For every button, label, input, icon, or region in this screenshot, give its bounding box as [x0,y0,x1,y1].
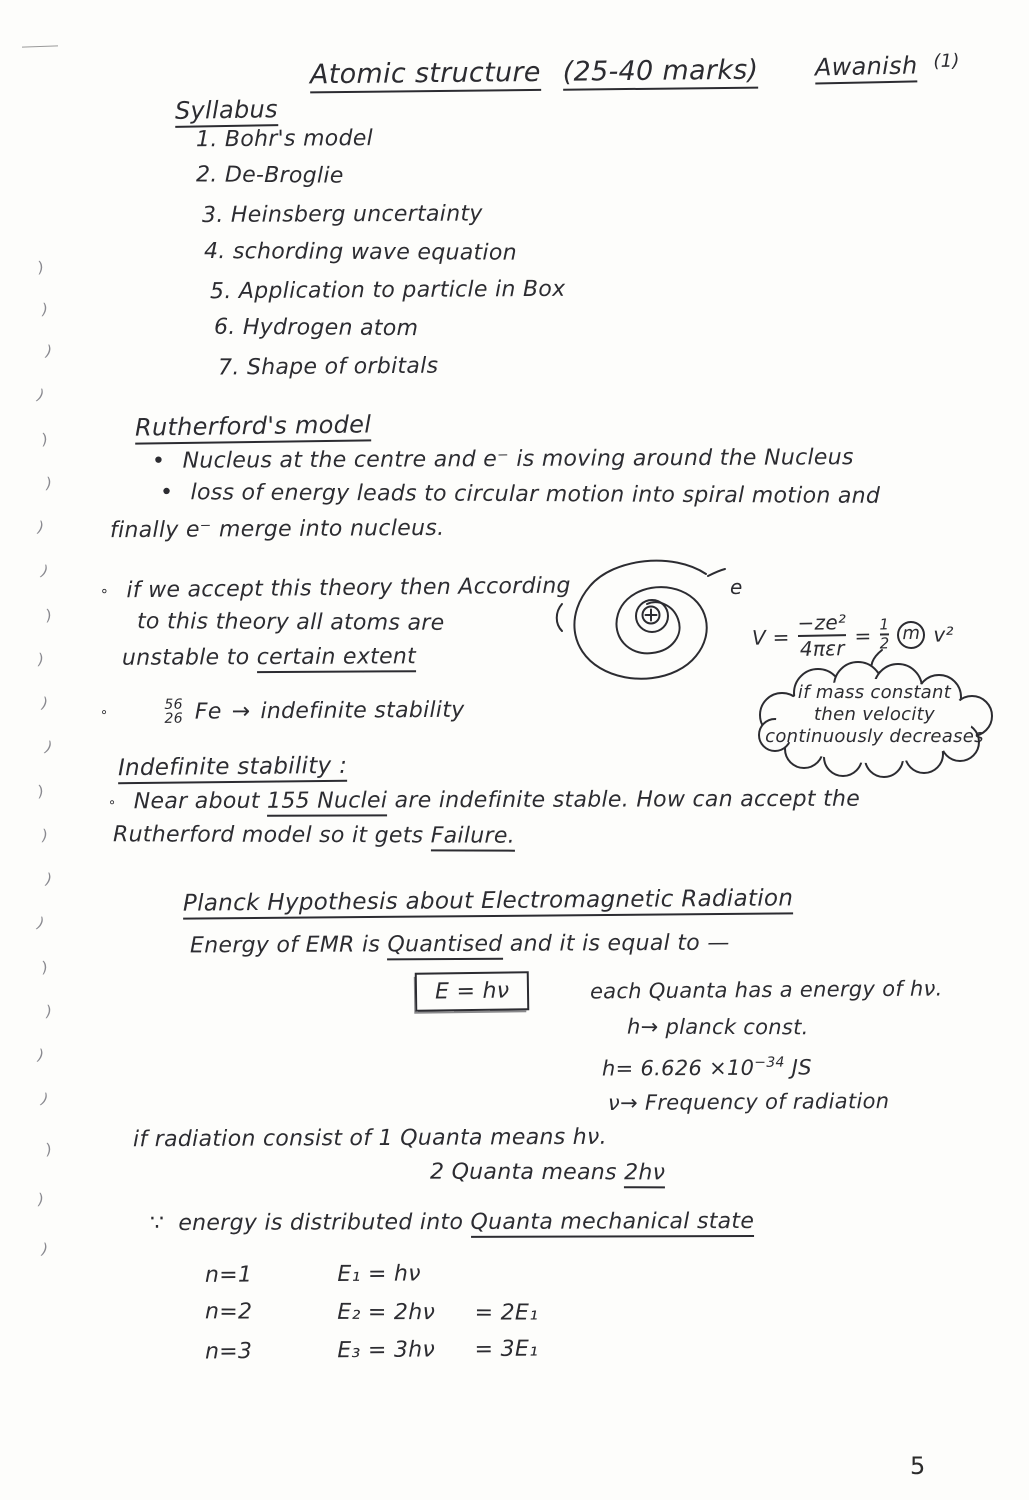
page-number: 5 [910,1452,926,1480]
margin-mark: ) [36,385,46,405]
margin-mark: ) [37,649,45,669]
margin-mark: ) [40,1089,50,1109]
bullet-icon: ∘ [99,704,109,720]
margin-mark: ) [45,1001,53,1021]
level-e: E₁ = hν [337,1261,421,1287]
margin-mark: ) [36,257,46,277]
indefinite-line2: Rutherford model so it gets [112,822,431,849]
energy-level-row [205,1299,538,1325]
distribution-underlined: Quanta mechanical state [470,1209,754,1238]
radiation-line2: 2 Quanta means [429,1159,625,1186]
bullet-icon: • [151,448,166,474]
theory-line3-underlined: certain extent [257,644,416,673]
cloud-note-line: if mass constant [797,682,952,703]
theory-line1: if we accept this theory then According [126,573,571,604]
energy-level-row [205,1337,538,1365]
isotope-note: indefinite stability [260,697,465,724]
eq-lhs: V = [751,624,790,650]
syllabus-item: 7. Shape of orbitals [217,353,439,381]
author-name: Awanish [815,51,918,84]
margin-mark: ) [40,561,50,581]
margin-mark: ) [44,737,54,757]
margin-mark: ) [45,869,53,889]
margin-mark: ) [41,1239,49,1259]
arrow-right-icon: → [231,698,251,724]
eq-equals: = [854,623,872,648]
indefinite-line2-underlined: Failure. [431,823,515,851]
indefinite-line1: Near about [133,788,268,815]
margin-mark: ) [41,825,49,845]
margin-mark: ) [45,341,53,361]
planck-note-nu: ν→ Frequency of radiation [607,1089,890,1115]
margin-mark: ) [41,299,49,319]
planck-heading: Planck Hypothesis about Electromagnetic Radiation [183,885,793,919]
potential-energy-equation [752,610,955,661]
margin-mark: ) [44,1139,54,1159]
radiation-line1: if radiation consist of 1 Quanta means hν. [132,1124,607,1153]
margin-mark: ) [36,913,46,933]
rutherford-bullet2b: finally e⁻ merge into nucleus. [109,515,445,544]
level-eq: = 3E₁ [474,1336,539,1363]
author-badge: (1) [933,50,960,73]
planck-intro-post: and it is equal to — [502,930,730,957]
eq-mass-circled: m [897,620,925,648]
stray-dash-mark [22,45,58,47]
margin-mark: ) [37,1045,45,1065]
syllabus-item: 1. Bohr's model [195,126,374,153]
page-title-marks: (25-40 marks) [563,55,759,91]
element-symbol: Fe [194,698,222,725]
planck-intro-underlined: Quantised [387,932,502,961]
margin-mark: ) [37,1189,45,1209]
indefinite-line1-underlined: 155 Nuclei [267,788,387,816]
energy-level-row [205,1261,467,1288]
syllabus-item: 4. schording wave equation [203,239,517,266]
cloud-note-line: continuously decreases [765,726,984,747]
level-n: n=1 [204,1262,253,1288]
level-n: n=2 [204,1299,253,1325]
planck-note-quanta: each Quanta has a energy of hν. [589,976,943,1004]
planck-note-h: h→ planck const. [626,1014,809,1040]
indefinite-line1-post: are indefinite stable. How can accept the [387,786,861,814]
distribution-line: energy is distributed into [178,1209,471,1236]
eq-denominator: 4πεr [799,636,846,661]
because-symbol: ∵ [149,1211,165,1237]
syllabus-item: 2. De-Broglie [195,162,344,189]
electron-label: e [730,575,743,599]
rutherford-heading: Rutherford's model [135,410,372,444]
spiral-orbit-diagram [548,552,748,690]
planck-h-value: h= 6.626 ×10 [601,1055,755,1081]
margin-mark: ) [44,605,54,625]
cloud-annotation [742,660,1006,778]
syllabus-item: 5. Application to particle in Box [209,276,566,305]
planck-intro: Energy of EMR is [189,932,388,959]
theory-line3: unstable to [121,645,257,671]
mass-number: 56 [164,696,183,713]
level-e: E₂ = 2hν [337,1299,436,1326]
margin-mark: ) [45,473,53,493]
level-n: n=3 [204,1339,253,1365]
planck-h-unit: JS [784,1055,812,1080]
page-title: Atomic structure [310,57,541,93]
boxed-equation: E = hν [415,971,530,1012]
syllabus-heading: Syllabus [175,95,278,128]
theory-line2: to this theory all atoms are [136,609,445,636]
eq-numerator: −ze² [797,610,847,635]
bullet-icon: ∘ [99,583,110,600]
margin-mark: ) [36,781,46,801]
indefinite-stability-heading: Indefinite stability : [118,753,347,784]
isotope-numbers [164,698,183,726]
level-e: E₃ = 3hν [337,1337,436,1364]
eq-half-num: 1 [879,615,890,634]
cloud-note-line: then velocity [814,704,935,725]
eq-v-squared: v² [933,621,955,647]
margin-mark: ) [40,957,50,977]
bullet-icon: • [159,480,174,506]
rutherford-bullet2a: loss of energy leads to circular motion into spiral motion and [190,480,881,509]
bullet-icon: ∘ [107,794,117,810]
planck-h-exponent: −34 [754,1054,785,1071]
margin-mark: ) [37,517,45,537]
radiation-line2-underlined: 2hν [624,1160,665,1188]
atomic-number: 26 [164,710,183,727]
margin-mark: ) [41,693,49,713]
eq-half-den: 2 [879,634,890,653]
rutherford-bullet1: Nucleus at the centre and e⁻ is moving around the Nucleus [182,445,854,474]
syllabus-item: 6. Hydrogen atom [213,314,419,342]
syllabus-item: 3. Heinsberg uncertainty [201,201,483,228]
level-eq: = 2E₁ [474,1300,539,1326]
margin-mark: ) [40,429,50,449]
